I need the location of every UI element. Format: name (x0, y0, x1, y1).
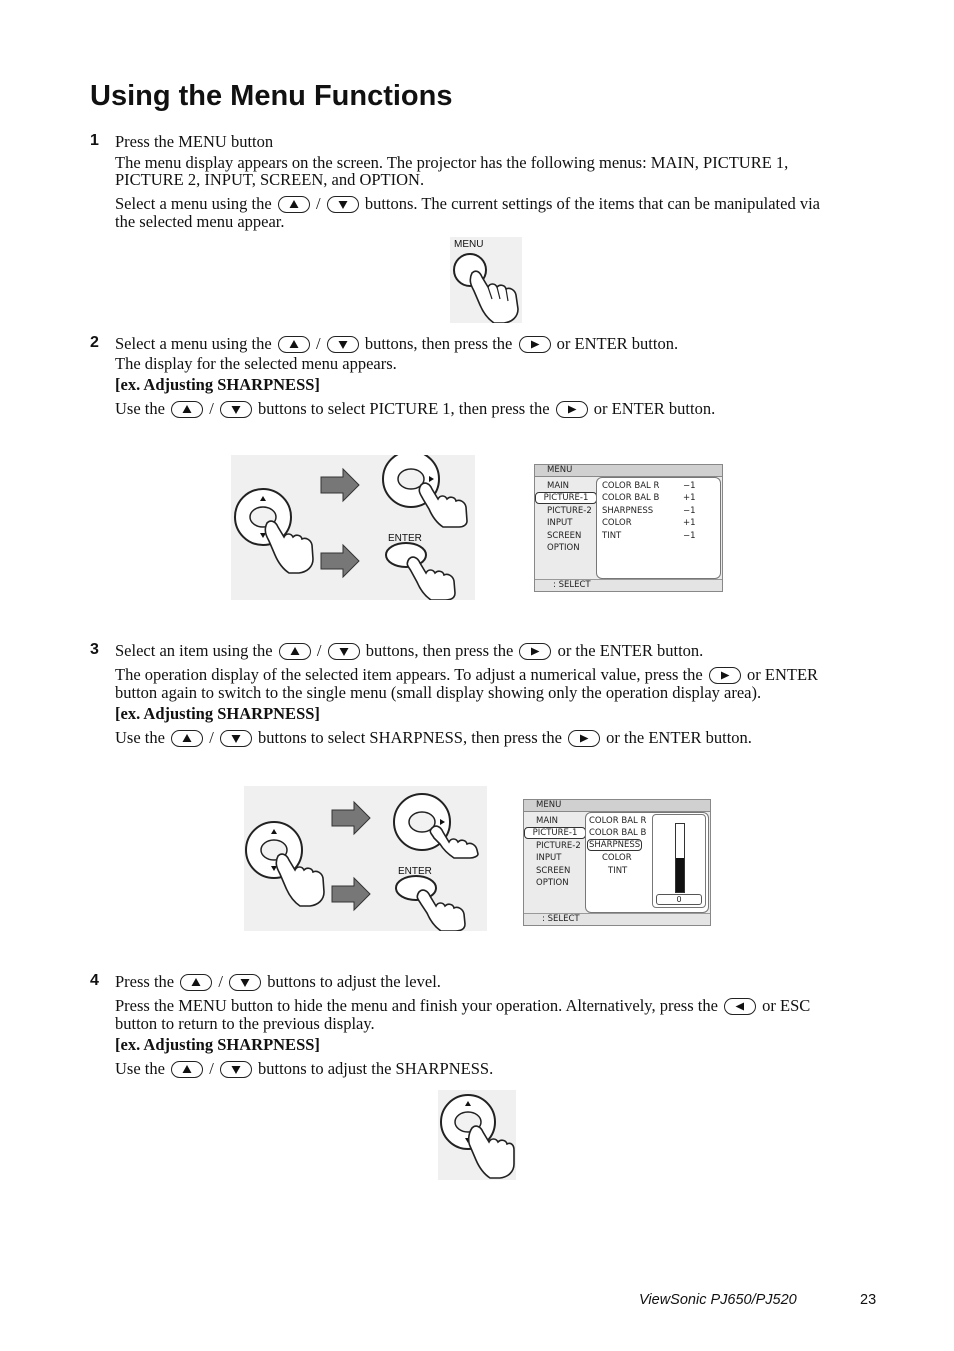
step-text (115, 666, 818, 684)
menu-item-selected: PICTURE-1 (535, 492, 597, 504)
up-key-icon (278, 336, 310, 353)
menu-screen-sharpness (523, 799, 711, 926)
step-text: The menu display appears on the screen. The projector has the following menus: MAIN, PICTURE 1, (115, 153, 789, 172)
step-text: button again to switch to the single menu (small display showing only the operation display area). (115, 683, 762, 702)
step-number: 3 (90, 641, 99, 658)
enter-label: ENTER (398, 866, 432, 877)
menu-item: OPTION (547, 543, 580, 553)
enter-label: ENTER (388, 533, 422, 544)
step-number: 2 (90, 334, 99, 351)
dpad-hand-figure (438, 1090, 516, 1180)
text-segment: / (209, 728, 214, 747)
setting-name: COLOR (602, 853, 632, 863)
menu-footer: : SELECT (535, 579, 722, 591)
menu-screen-picture1 (534, 464, 723, 592)
text-segment: Use the (115, 399, 165, 418)
text-segment: or the ENTER button. (557, 641, 704, 660)
example-label: [ex. Adjusting SHARPNESS] (115, 704, 320, 723)
step-heading (115, 335, 678, 353)
menu-footer: : SELECT (524, 913, 710, 925)
setting-value: +1 (683, 493, 696, 503)
footer-brand: ViewSonic PJ650/PJ520 (639, 1292, 797, 1308)
step-number: 4 (90, 972, 99, 989)
menu-item: MAIN (547, 481, 570, 491)
example-label: [ex. Adjusting SHARPNESS] (115, 1035, 320, 1054)
setting-name: TINT (602, 531, 622, 541)
menu-item: INPUT (547, 518, 573, 528)
text-segment: Select a menu using the (115, 194, 272, 213)
down-key-icon (327, 336, 359, 353)
up-key-icon (180, 974, 212, 991)
down-key-icon (229, 974, 261, 991)
text-segment: Press the (115, 972, 175, 991)
text-segment: The operation display of the selected item appears. To adjust a numerical value, press the (115, 665, 703, 684)
menu-item: SCREEN (536, 866, 571, 876)
remote-operation-figure (231, 455, 475, 600)
setting-value: −1 (683, 531, 696, 541)
menu-item: PICTURE-2 (536, 841, 581, 851)
setting-name: TINT (608, 866, 628, 876)
down-key-icon (220, 1061, 252, 1078)
level-fill (676, 858, 684, 892)
text-segment: buttons to adjust the level. (267, 972, 441, 991)
menu-button-label: MENU (454, 239, 484, 250)
setting-name: COLOR BAL R (589, 816, 647, 826)
up-key-icon (278, 196, 310, 213)
setting-value: −1 (683, 506, 696, 516)
remote-operation-figure (244, 786, 487, 931)
setting-name: COLOR (602, 518, 632, 528)
setting-name: COLOR BAL B (589, 828, 647, 838)
level-track (675, 823, 685, 893)
menu-item: MAIN (536, 816, 559, 826)
setting-name: SHARPNESS (602, 506, 654, 516)
pointing-hand-icon (450, 237, 522, 323)
down-key-icon (220, 730, 252, 747)
remote-hand-diagram (231, 455, 475, 600)
menu-header: MENU (535, 465, 722, 477)
example-label: [ex. Adjusting SHARPNESS] (115, 375, 320, 394)
menu-header: MENU (524, 800, 710, 812)
text-segment: / (209, 399, 214, 418)
step-number: 1 (90, 132, 99, 149)
text-segment: Select a menu using the (115, 334, 272, 353)
text-segment: / (218, 972, 223, 991)
page-number: 23 (860, 1292, 877, 1308)
text-segment: buttons, then press the (365, 641, 514, 660)
dpad-hand-icon (438, 1090, 516, 1180)
text-segment: buttons. The current settings of the items that can be manipulated via (364, 194, 820, 213)
setting-value: +1 (683, 518, 696, 528)
up-key-icon (171, 730, 203, 747)
text-segment: or the ENTER button. (606, 728, 752, 747)
text-segment: / (315, 334, 321, 353)
text-segment: Press the MENU button to hide the menu and finish your operation. Alternatively, press the (115, 996, 718, 1015)
menu-item-selected: PICTURE-1 (524, 827, 586, 839)
setting-name: COLOR BAL R (602, 481, 660, 491)
text-segment: Use the (115, 1059, 165, 1078)
text-segment: / (209, 1059, 214, 1078)
text-segment: / (315, 194, 321, 213)
down-key-icon (327, 196, 359, 213)
remote-hand-diagram (244, 786, 487, 931)
step-text: The display for the selected menu appears. (115, 354, 397, 373)
up-key-icon (171, 1061, 203, 1078)
down-key-icon (328, 643, 360, 660)
step-text (115, 729, 752, 747)
right-key-icon (556, 401, 588, 418)
level-gauge (652, 814, 706, 908)
menu-item: SCREEN (547, 531, 582, 541)
step-text: PICTURE 2, INPUT, SCREEN, and OPTION. (115, 170, 425, 189)
text-segment: / (316, 641, 322, 660)
menu-item: OPTION (536, 878, 569, 888)
text-segment: or ESC (762, 996, 811, 1015)
step-text (115, 195, 820, 213)
down-key-icon (220, 401, 252, 418)
text-segment: buttons to adjust the SHARPNESS. (258, 1059, 494, 1078)
setting-name-selected: SHARPNESS (589, 840, 641, 850)
step-text (115, 400, 715, 418)
menu-button-figure (450, 237, 522, 323)
step-text (115, 1060, 493, 1078)
step-text: the selected menu appear. (115, 212, 285, 231)
text-segment: buttons to select PICTURE 1, then press the (258, 399, 550, 418)
text-segment: buttons to select SHARPNESS, then press the (258, 728, 562, 747)
text-segment: or ENTER (747, 665, 819, 684)
up-key-icon (171, 401, 203, 418)
step-text: button to return to the previous display. (115, 1014, 375, 1033)
menu-item: INPUT (536, 853, 562, 863)
menu-item: PICTURE-2 (547, 506, 592, 516)
step-heading (115, 973, 441, 991)
page-title: Using the Menu Functions (90, 80, 453, 112)
right-key-icon (519, 643, 551, 660)
step-heading (115, 642, 703, 660)
step-heading: Press the MENU button (115, 132, 274, 151)
right-key-icon (519, 336, 551, 353)
text-segment: Select an item using the (115, 641, 273, 660)
setting-value: −1 (683, 481, 696, 491)
text-segment: Use the (115, 728, 165, 747)
text-segment: buttons, then press the (364, 334, 513, 353)
step-text (115, 997, 810, 1015)
text-segment: or ENTER button. (593, 399, 716, 418)
right-key-icon (709, 667, 741, 684)
text-segment: or ENTER button. (556, 334, 679, 353)
level-value: 0 (656, 894, 702, 905)
up-key-icon (279, 643, 311, 660)
setting-name: COLOR BAL B (602, 493, 660, 503)
left-key-icon (724, 998, 756, 1015)
right-key-icon (568, 730, 600, 747)
